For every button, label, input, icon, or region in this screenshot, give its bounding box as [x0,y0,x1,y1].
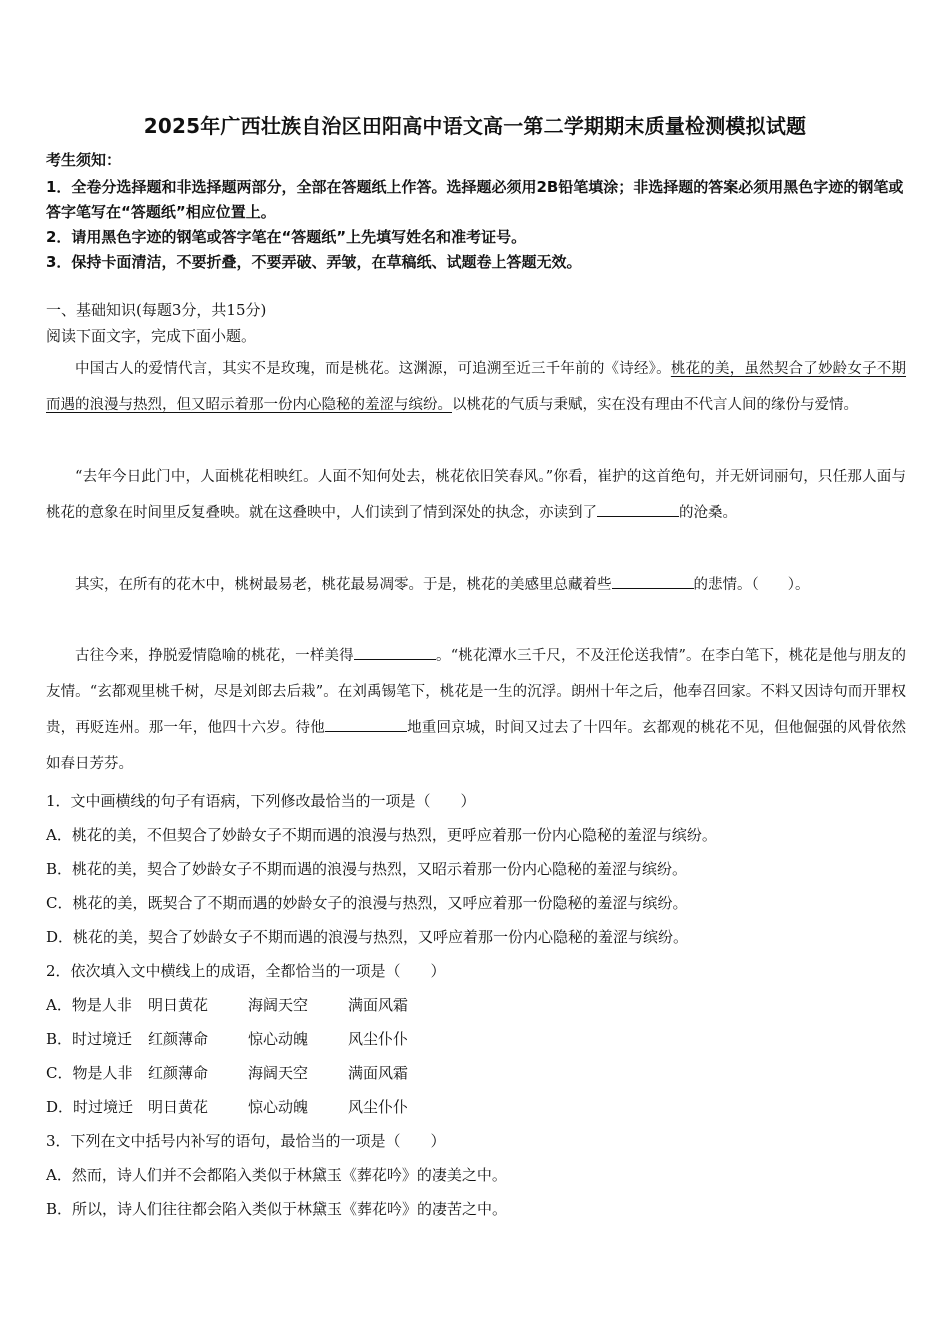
question-2-option-d[interactable] [46,1097,906,1117]
notice-item-3: 3．保持卡面清洁，不要折叠，不要弄破、弄皱，在草稿纸、试题卷上答题无效。 [46,253,582,271]
option-text: 红颜薄命 [148,1064,209,1082]
option-text: 满面风霜 [348,996,409,1014]
option-text: 红颜薄命 [148,1030,209,1048]
option-text: 明日黄花 [148,1098,209,1116]
option-text: 满面风霜 [348,1064,409,1082]
passage-paragraph-2 [46,459,906,531]
notice-heading: 考生须知： [46,151,122,169]
passage-text: 古往今来，挣脱爱情隐喻的桃花，一样美得 [75,648,354,664]
question-2-option-c[interactable] [46,1063,906,1083]
passage-text: 其实，在所有的花木中，桃树最易老，桃花最易凋零。于是，桃花的美感里总藏着些 [75,577,612,593]
option-text: D．时过境迁 [46,1098,134,1116]
option-text: 惊心动魄 [248,1098,309,1116]
notice-item-2: 2．请用黑色字迹的钢笔或答字笔在“答题纸”上先填写姓名和准考证号。 [46,228,527,246]
passage-paragraph-4 [46,638,906,782]
question-1-option-c[interactable]: C．桃花的美，既契合了不期而遇的妙龄女子的浪漫与热烈，又呼应着那一份隐秘的羞涩与缤纷。 [46,894,688,912]
fill-blank-4 [325,717,407,732]
question-3-option-a[interactable]: A．然而，诗人们并不会都陷入类似于林黛玉《葬花吟》的凄美之中。 [46,1166,507,1184]
question-3-option-b[interactable]: B．所以，诗人们往往都会陷入类似于林黛玉《葬花吟》的凄苦之中。 [46,1200,508,1218]
notice-item-1: 1．全卷分选择题和非选择题两部分，全部在答题纸上作答。选择题必须用2B铅笔填涂；非选择题的答案必须用黑色字迹的钢笔或答字笔写在“答题纸”相应位置上。 [46,178,904,221]
passage-text: 的悲情。（ ）。 [693,577,810,593]
question-2-option-a[interactable] [46,995,906,1015]
question-1-option-b[interactable]: B．桃花的美，契合了妙龄女子不期而遇的浪漫与热烈，又昭示着那一份内心隐秘的羞涩与缤纷。 [46,860,688,878]
option-text: 惊心动魄 [248,1030,309,1048]
option-text: 海阔天空 [248,996,309,1014]
section-instruction: 阅读下面文字，完成下面小题。 [46,327,257,345]
passage-text: 以桃花的气质与秉赋，实在没有理由不代言人间的缘份与爱情。 [452,397,858,413]
question-2-stem: 2．依次填入文中横线上的成语，全都恰当的一项是（ ） [46,962,446,980]
option-text: B．时过境迁 [46,1030,133,1048]
option-text: A．物是人非 [46,996,132,1014]
fill-blank-2 [612,574,694,589]
option-text: 风尘仆仆 [348,1030,409,1048]
passage-text: 地重回京城，时间又过去了十四年。玄都观的桃花不见，但他倔强的风骨依然如春日芳芬。 [46,720,906,772]
question-3-stem: 3．下列在文中括号内补写的语句，最恰当的一项是（ ） [46,1132,446,1150]
question-1-option-d[interactable]: D．桃花的美，契合了妙龄女子不期而遇的浪漫与热烈，又呼应着那一份内心隐秘的羞涩与缤纷。 [46,928,689,946]
fill-blank-1 [597,502,679,517]
passage-paragraph-1 [46,351,906,423]
passage-text: 中国古人的爱情代言，其实不是玫瑰，而是桃花。这渊源，可追溯至近三千年前的《诗经》。 [75,361,671,377]
option-text: C．物是人非 [46,1064,133,1082]
option-text: 明日黄花 [148,996,209,1014]
question-2-option-b[interactable] [46,1029,906,1049]
passage-text: “去年今日此门中，人面桃花相映红。人面不知何处去，桃花依旧笑春风。”你看，崔护的这首绝句，并无妍词丽句，只任那人面与桃花的意象在时间里反复叠映。就在这叠映中，人们读到了情到深处的执念，亦读到了 [46,469,906,521]
underlined-sentence: 桃花的美，虽然契合了妙龄女子不期而遇的浪漫与热烈，但又昭示着那一份内心隐秘的羞涩与缤纷。 [46,361,907,413]
question-1-stem: 1．文中画横线的句子有语病，下列修改最恰当的一项是（ ） [46,792,476,810]
section-heading: 一、基础知识(每题3分，共15分) [46,301,267,319]
passage-paragraph-3 [46,567,906,603]
passage-text: 。“桃花潭水三千尺，不及汪伦送我情”。在李白笔下，桃花是他与朋友的友情。“玄都观里桃千树，尽是刘郎去后栽”。在刘禹锡笔下，桃花是一生的沉浮。朗州十年之后，他奉召回家。不料又因诗句而开罪权贵，再贬连州。那一年，他四十六岁。待他 [46,648,907,736]
option-text: 海阔天空 [248,1064,309,1082]
exam-title: 2025年广西壮族自治区田阳高中语文高一第二学期期末质量检测模拟试题 [143,114,807,138]
fill-blank-3 [354,645,436,660]
passage-text: 的沧桑。 [679,505,737,521]
question-1-option-a[interactable]: A．桃花的美，不但契合了妙龄女子不期而遇的浪漫与热烈，更呼应着那一份内心隐秘的羞涩与缤纷。 [46,826,717,844]
option-text: 风尘仆仆 [348,1098,409,1116]
